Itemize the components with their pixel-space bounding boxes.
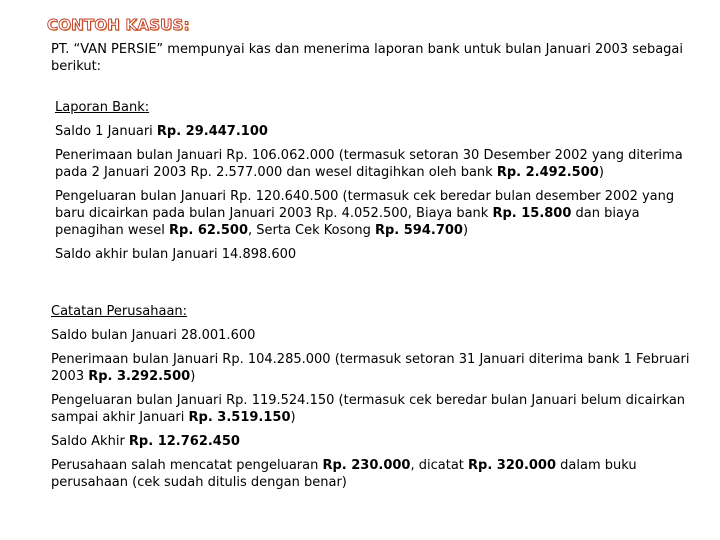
bank-receipts-end: ): [598, 165, 604, 180]
company-opening-balance: Saldo bulan Januari 28.001.600: [51, 328, 256, 343]
bank-opening-label: Saldo 1 Januari: [55, 124, 157, 139]
bank-collection-fee-amount: Rp. 62.500: [169, 223, 248, 238]
company-disbursements: [51, 392, 691, 426]
bank-disb-mid1: dan biaya penagihan wesel: [55, 206, 640, 238]
company-error-note: [51, 457, 691, 491]
company-records-section: [51, 303, 691, 498]
company-receipts-end: ): [190, 369, 196, 384]
company-error-correct-amount: Rp. 230.000: [322, 458, 411, 473]
bank-report-section: [55, 99, 695, 270]
company-disb-end: ): [290, 410, 296, 425]
company-closing-label: Saldo Akhir: [51, 434, 129, 449]
bank-disbursements: [55, 188, 695, 239]
company-receipts-amount: Rp. 3.292.500: [88, 369, 191, 384]
bank-opening-amount: Rp. 29.447.100: [156, 124, 268, 139]
bank-disb-text: Pengeluaran bulan Januari Rp. 120.640.500 (termasuk cek beredar bulan desember 2002 yang baru dicairkan pada bulan Januari 2003 Rp. 4.052.500, Biaya bank: [55, 189, 675, 221]
intro-paragraph: [51, 41, 691, 82]
bank-fee-amount: Rp. 15.800: [492, 206, 572, 221]
company-receipts-text: Penerimaan bulan Januari Rp. 104.285.000 (termasuk setoran 31 Januari diterima bank 1 Februari 2003: [51, 352, 690, 384]
bank-opening-balance: [55, 123, 695, 140]
company-error-recorded-amount: Rp. 320.000: [468, 458, 557, 473]
slide-title: CONTOH KASUS:: [47, 16, 190, 34]
company-error-text: Perusahaan salah mencatat pengeluaran: [51, 458, 323, 473]
company-receipts: [51, 351, 691, 385]
company-error-mid: , dicatat: [410, 458, 469, 473]
bank-disb-end: ): [462, 223, 469, 238]
bank-receipts: [55, 147, 695, 181]
company-error-end: dalam buku perusahaan (cek sudah ditulis dengan benar): [51, 458, 637, 490]
bank-receipts-amount: Rp. 2.492.500: [496, 165, 599, 180]
bank-receipts-text: Penerimaan bulan Januari Rp. 106.062.000 (termasuk setoran 30 Desember 2002 yang diterima pada 2 Januari 2003 Rp. 2.577.000 dan wesel ditagihkan oleh bank: [55, 148, 683, 180]
company-disb-text: Pengeluaran bulan Januari Rp. 119.524.150 (termasuk cek beredar bulan Januari belum dicairkan sampai akhir Januari: [51, 393, 686, 425]
bank-nsf-check-amount: Rp. 594.700: [374, 223, 463, 238]
bank-report-heading: Laporan Bank:: [55, 100, 150, 115]
bank-closing-balance: Saldo akhir bulan Januari 14.898.600: [55, 247, 297, 262]
company-closing-amount: Rp. 12.762.450: [128, 434, 240, 449]
intro-text: PT. “VAN PERSIE” mempunyai kas dan menerima laporan bank untuk bulan Januari 2003 sebagai berikut:: [51, 42, 684, 74]
company-closing-balance: [51, 433, 691, 450]
bank-disb-mid2: , Serta Cek Kosong: [248, 223, 375, 238]
company-outstanding-amount: Rp. 3.519.150: [188, 410, 291, 425]
company-records-heading: Catatan Perusahaan:: [51, 304, 188, 319]
